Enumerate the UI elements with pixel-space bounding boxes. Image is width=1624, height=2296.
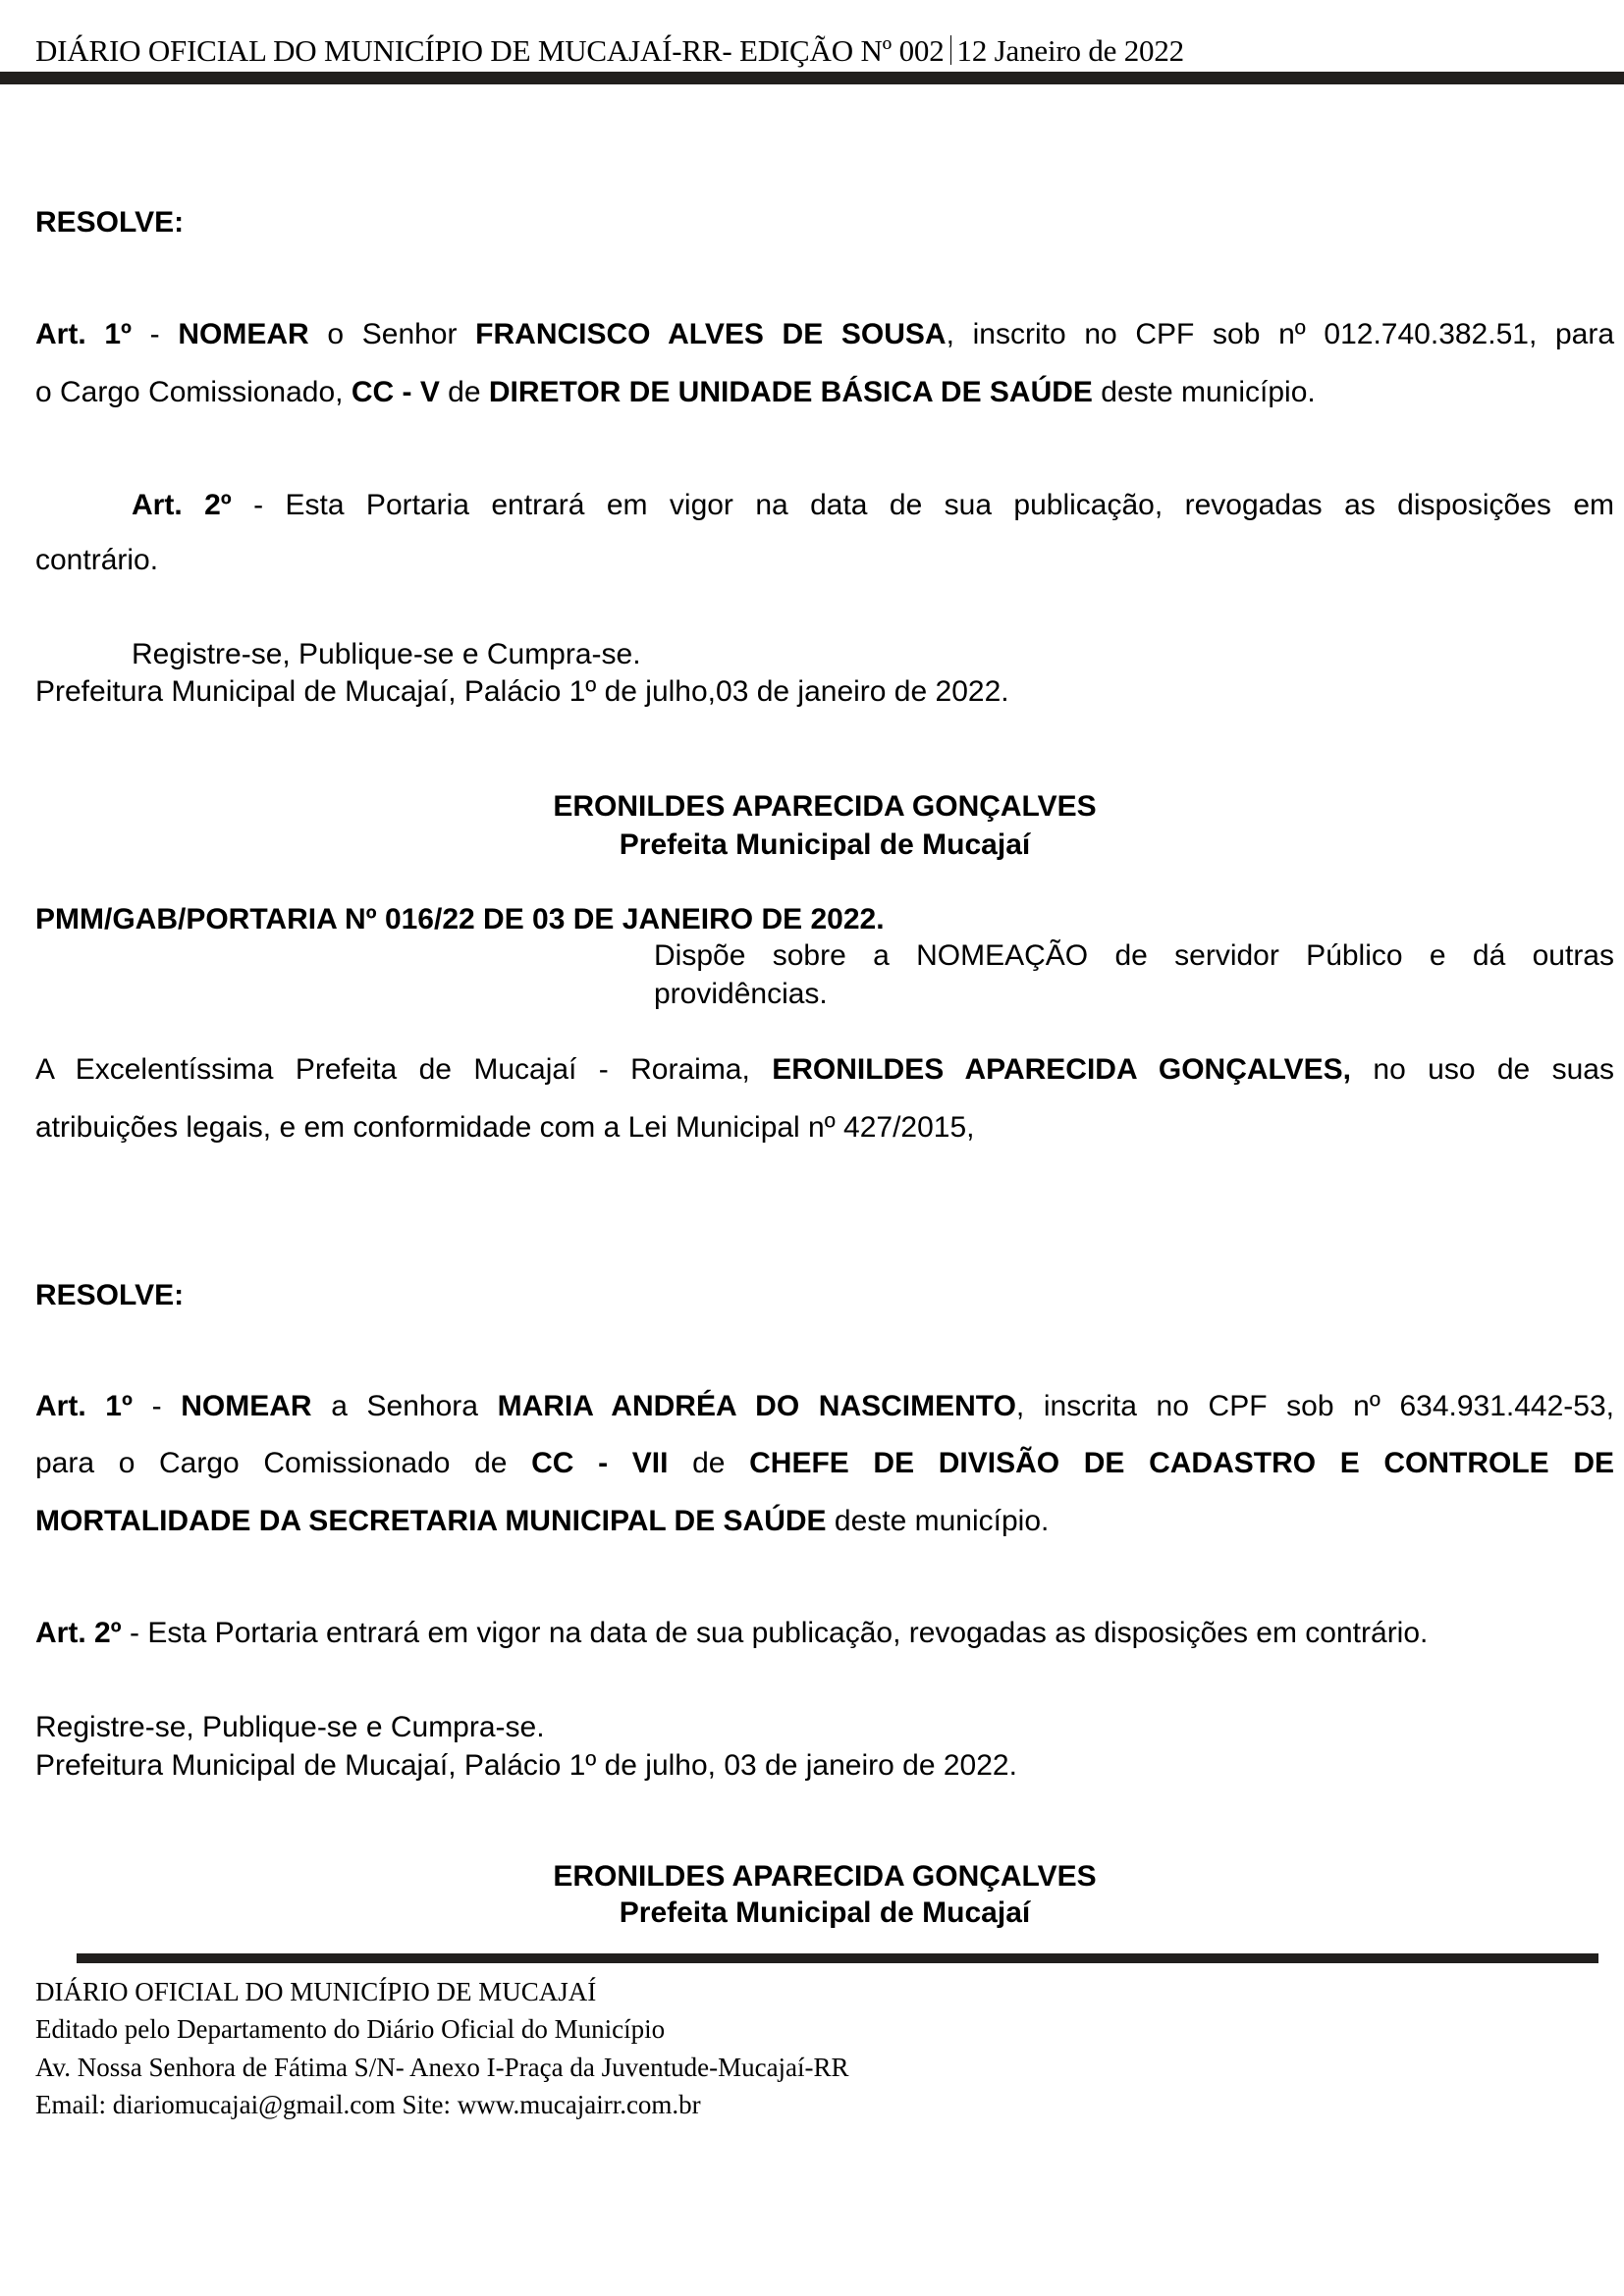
mayor-name: ERONILDES APARECIDA GONÇALVES, <box>772 1053 1352 1086</box>
text: o Cargo Comissionado, <box>35 376 352 408</box>
footer-line-3: Av. Nossa Senhora de Fátima S/N- Anexo I-Praça da Juventude-Mucajaí-RR <box>35 2053 849 2082</box>
position-title: CHEFE DE DIVISÃO DE CADASTRO E CONTROLE DE <box>749 1447 1615 1479</box>
cc-level: CC - VII <box>531 1447 669 1479</box>
preamble-line2: atribuições legais, e em conformidade com a Lei Municipal nº 427/2015, <box>35 1111 975 1144</box>
appointee-name: FRANCISCO ALVES DE SOUSA <box>475 318 947 350</box>
article-label: Art. 2º <box>132 489 232 521</box>
registre-text: Registre-se, Publique-se e Cumpra-se. <box>132 638 641 670</box>
position-title: DIRETOR DE UNIDADE BÁSICA DE SAÚDE <box>488 376 1093 408</box>
signer-name: ERONILDES APARECIDA GONÇALVES <box>553 790 1097 823</box>
footer-line-1: DIÁRIO OFICIAL DO MUNICÍPIO DE MUCAJAÍ <box>35 1977 597 2006</box>
header-separator <box>950 35 951 65</box>
art1-line3 <box>35 1505 1049 1538</box>
article-label: Art. 1º <box>35 318 132 350</box>
art1-line2 <box>35 376 1316 409</box>
art2-line1 <box>132 489 1614 522</box>
local-date: Prefeitura Municipal de Mucajaí, Palácio 1º de julho,03 de janeiro de 2022. <box>35 675 1009 708</box>
art2-line <box>35 1617 1428 1650</box>
signer-name: ERONILDES APARECIDA GONÇALVES <box>553 1860 1097 1893</box>
signer-role: Prefeita Municipal de Mucajaí <box>619 1896 1031 1929</box>
position-title: MORTALIDADE DA SECRETARIA MUNICIPAL DE SAÚDE <box>35 1505 827 1537</box>
text: a Senhora <box>311 1390 498 1422</box>
text: deste município. <box>826 1505 1050 1537</box>
ementa-line2: providências. <box>654 978 828 1010</box>
verb: NOMEAR <box>178 318 309 350</box>
footer-rule <box>77 1953 1598 1963</box>
text: o Senhor <box>308 318 476 350</box>
header-rule <box>0 72 1624 84</box>
header-date: 12 Janeiro de 2022 <box>956 33 1184 68</box>
text: Dispõe sobre a NOMEAÇÃO de servidor Público e dá outras <box>654 939 1614 972</box>
footer-line-2: Editado pelo Departamento do Diário Oficial do Município <box>35 2014 666 2044</box>
resolve-heading: RESOLVE: <box>35 1279 185 1311</box>
text: , inscrita no CPF sob nº 634.931.442-53, <box>1015 1390 1614 1422</box>
cc-level: CC - V <box>351 376 440 408</box>
verb: NOMEAR <box>181 1390 312 1422</box>
header-title: DIÁRIO OFICIAL DO MUNICÍPIO DE MUCAJAÍ-RR- EDIÇÃO Nº 002 <box>35 33 945 68</box>
text: no uso de suas <box>1351 1053 1614 1086</box>
registre-text: Registre-se, Publique-se e Cumpra-se. <box>35 1711 545 1743</box>
article-label: Art. 2º <box>35 1617 122 1649</box>
art1-line1 <box>35 318 1614 351</box>
local-date: Prefeitura Municipal de Mucajaí, Palácio 1º de julho, 03 de janeiro de 2022. <box>35 1749 1017 1782</box>
preamble-line1 <box>35 1053 1614 1087</box>
appointee-name: MARIA ANDRÉA DO NASCIMENTO <box>497 1390 1016 1422</box>
art1-line2 <box>35 1447 1614 1480</box>
text: , inscrito no CPF sob nº 012.740.382.51, para <box>946 318 1615 350</box>
art2-line2: contrário. <box>35 544 159 576</box>
text: A Excelentíssima Prefeita de Mucajaí - Roraima, <box>35 1053 773 1086</box>
text: de <box>668 1447 750 1479</box>
text: - Esta Portaria entrará em vigor na data de sua publicação, revogadas as disposições em contrário. <box>121 1617 1429 1649</box>
article-label: Art. 1º <box>35 1390 133 1422</box>
text: - Esta Portaria entrará em vigor na data de sua publicação, revogadas as disposições em <box>231 489 1614 521</box>
dash: - <box>132 1390 182 1422</box>
page-header <box>35 33 1184 69</box>
footer-line-4: Email: diariomucajai@gmail.com Site: www.mucajairr.com.br <box>35 2090 701 2119</box>
signer-role: Prefeita Municipal de Mucajaí <box>619 828 1031 861</box>
dash: - <box>132 318 179 350</box>
resolve-heading: RESOLVE: <box>35 206 185 239</box>
text: para o Cargo Comissionado de <box>35 1447 532 1479</box>
ementa-line1 <box>654 939 1614 973</box>
text: deste município. <box>1092 376 1316 408</box>
art1-line1 <box>35 1390 1614 1423</box>
text: de <box>439 376 489 408</box>
portaria-title: PMM/GAB/PORTARIA Nº 016/22 DE 03 DE JANEIRO DE 2022. <box>35 903 885 935</box>
